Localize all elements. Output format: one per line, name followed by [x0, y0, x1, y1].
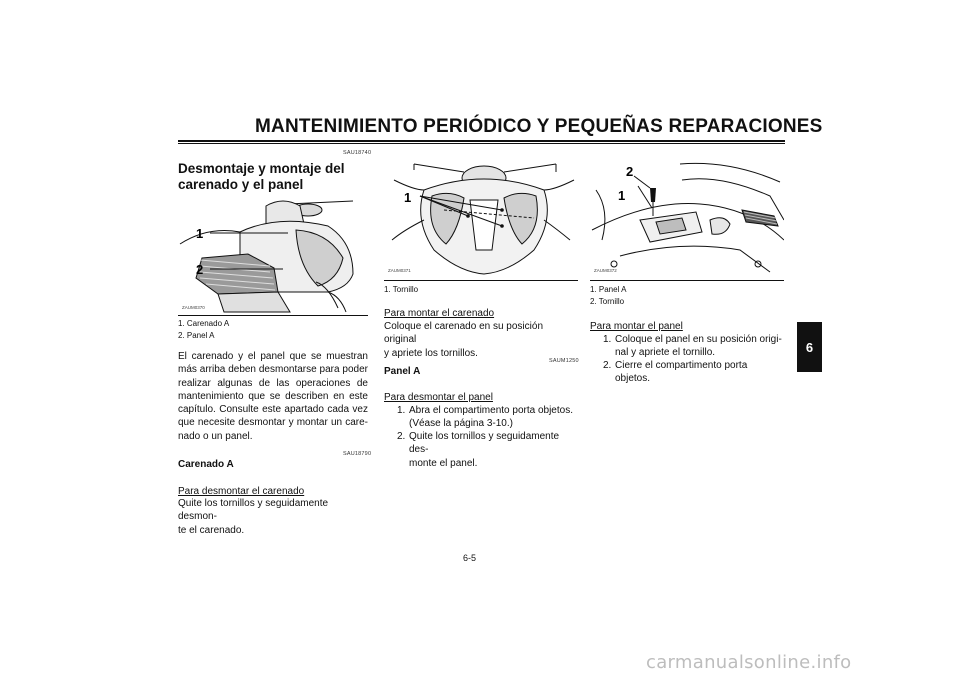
front-cowl-illustration — [384, 160, 578, 278]
para-line: y apriete los tornillos. — [384, 347, 478, 359]
page-header-title: MANTENIMIENTO PERIÓDICO Y PEQUEÑAS REPARACIONES — [255, 116, 823, 137]
list-line: Coloque el panel en su posición origi- — [615, 334, 782, 345]
figure-scooter-front — [178, 196, 368, 314]
header-rule — [178, 140, 785, 142]
subheading-carenado-a: Carenado A — [178, 459, 234, 470]
list-line: (Véase la página 3-10.) — [409, 418, 513, 430]
chapter-tab[interactable]: 6 — [797, 322, 822, 372]
caption-item-1: 1. Panel A — [590, 285, 627, 294]
para-line: te el carenado. — [178, 524, 245, 536]
list-line: Cierre el compartimento porta objetos. — [615, 360, 748, 385]
header-rule-thin — [178, 143, 785, 144]
procedure-title: Para montar el panel — [590, 321, 683, 332]
para-line: Coloque el carenado en su posición original — [384, 321, 543, 346]
figure-code: ZAUM0371 — [388, 268, 411, 273]
list-line: Quite los tornillos y seguidamente des- — [409, 431, 560, 456]
reference-code: SAU18740 — [343, 150, 372, 156]
figure-front-screws — [384, 160, 578, 278]
callout-2: 2 — [196, 262, 204, 277]
reference-code: SAU18790 — [343, 451, 372, 457]
list-line: monte el panel. — [409, 457, 478, 469]
figure-code: ZAUM0370 — [182, 305, 205, 310]
para-line: realizar algunas de las operaciones de — [178, 377, 368, 389]
storage-panel-illustration — [590, 160, 784, 278]
figure-rule — [590, 280, 784, 281]
list-line: nal y apriete el tornillo. — [615, 347, 716, 359]
figure-rule — [178, 315, 368, 316]
list-line: Abra el compartimento porta objetos. — [409, 405, 573, 416]
callout-2: 2 — [626, 164, 634, 179]
callout-1: 1 — [196, 226, 204, 241]
page-number: 6-5 — [463, 553, 477, 563]
procedure-title: Para montar el carenado — [384, 308, 495, 319]
list-number: 2. — [397, 431, 406, 442]
caption-item-2: 2. Tornillo — [590, 297, 625, 306]
subheading-panel-a: Panel A — [384, 366, 421, 377]
para-line: Quite los tornillos y seguidamente desmon- — [178, 498, 329, 523]
watermark: carmanualsonline.info — [646, 652, 852, 673]
section-heading-line2: carenado y el panel — [178, 177, 304, 192]
list-number: 1. — [603, 334, 612, 345]
list-item — [397, 430, 578, 469]
list-number: 2. — [603, 360, 612, 371]
para-line: nado o un panel. — [178, 430, 253, 442]
callout-1: 1 — [618, 188, 626, 203]
procedure-text — [178, 497, 368, 537]
scooter-illustration — [178, 196, 368, 314]
list-item — [603, 333, 784, 360]
caption-item-1: 1. Carenado A — [178, 319, 230, 328]
intro-paragraph — [178, 350, 368, 443]
list-item — [397, 404, 578, 431]
para-line: más arriba deben desmontarse para poder — [178, 364, 368, 376]
figure-code: ZAUM0372 — [594, 268, 617, 273]
callout-1: 1 — [404, 190, 412, 205]
para-line: mantenimiento que se describen en este — [178, 390, 368, 402]
para-line: que necesite desmontar y montar un care- — [178, 417, 368, 429]
figure-panel-screw — [590, 160, 784, 278]
list-number: 1. — [397, 405, 406, 416]
list-item — [603, 359, 784, 385]
para-line: capítulo. Consulte este apartado cada vez — [178, 404, 368, 416]
para-line: El carenado y el panel que se muestran — [178, 351, 368, 362]
figure-rule — [384, 280, 578, 281]
caption-item-2: 2. Panel A — [178, 331, 215, 340]
reference-code: SAUM1250 — [549, 358, 579, 364]
caption-item-1: 1. Tornillo — [384, 285, 419, 294]
procedure-text — [384, 320, 578, 360]
procedure-title: Para desmontar el carenado — [178, 486, 305, 497]
procedure-title: Para desmontar el panel — [384, 392, 493, 403]
section-heading-line1: Desmontaje y montaje del — [178, 161, 345, 176]
